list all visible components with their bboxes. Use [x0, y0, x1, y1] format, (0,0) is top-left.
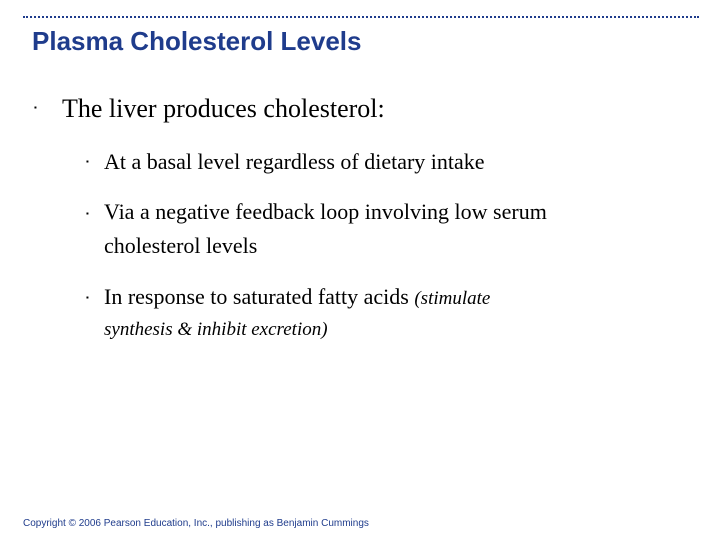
sub-bullet-fatty-acids	[104, 282, 490, 314]
fatty-acids-italic-1: (stimulate	[414, 288, 491, 309]
bullet-icon: ▪	[34, 103, 37, 112]
top-divider	[23, 16, 699, 18]
fatty-acids-italic-2: synthesis & inhibit excretion)	[104, 319, 328, 340]
fatty-acids-text: In response to saturated fatty acids	[104, 284, 415, 309]
bullet-icon: ▪	[86, 209, 89, 218]
main-bullet-text: The liver produces cholesterol:	[62, 94, 385, 123]
sub-bullet-feedback-line2: cholesterol levels	[104, 233, 258, 258]
bullet-icon: ▪	[86, 293, 89, 302]
sub-bullet-basal: At a basal level regardless of dietary intake	[104, 149, 485, 174]
slide-title: Plasma Cholesterol Levels	[32, 26, 362, 56]
copyright-footer: Copyright © 2006 Pearson Education, Inc., publishing as Benjamin Cummings	[23, 518, 369, 529]
bullet-icon: ▪	[86, 157, 89, 166]
sub-bullet-feedback-line1: Via a negative feedback loop involving low serum	[104, 199, 547, 224]
